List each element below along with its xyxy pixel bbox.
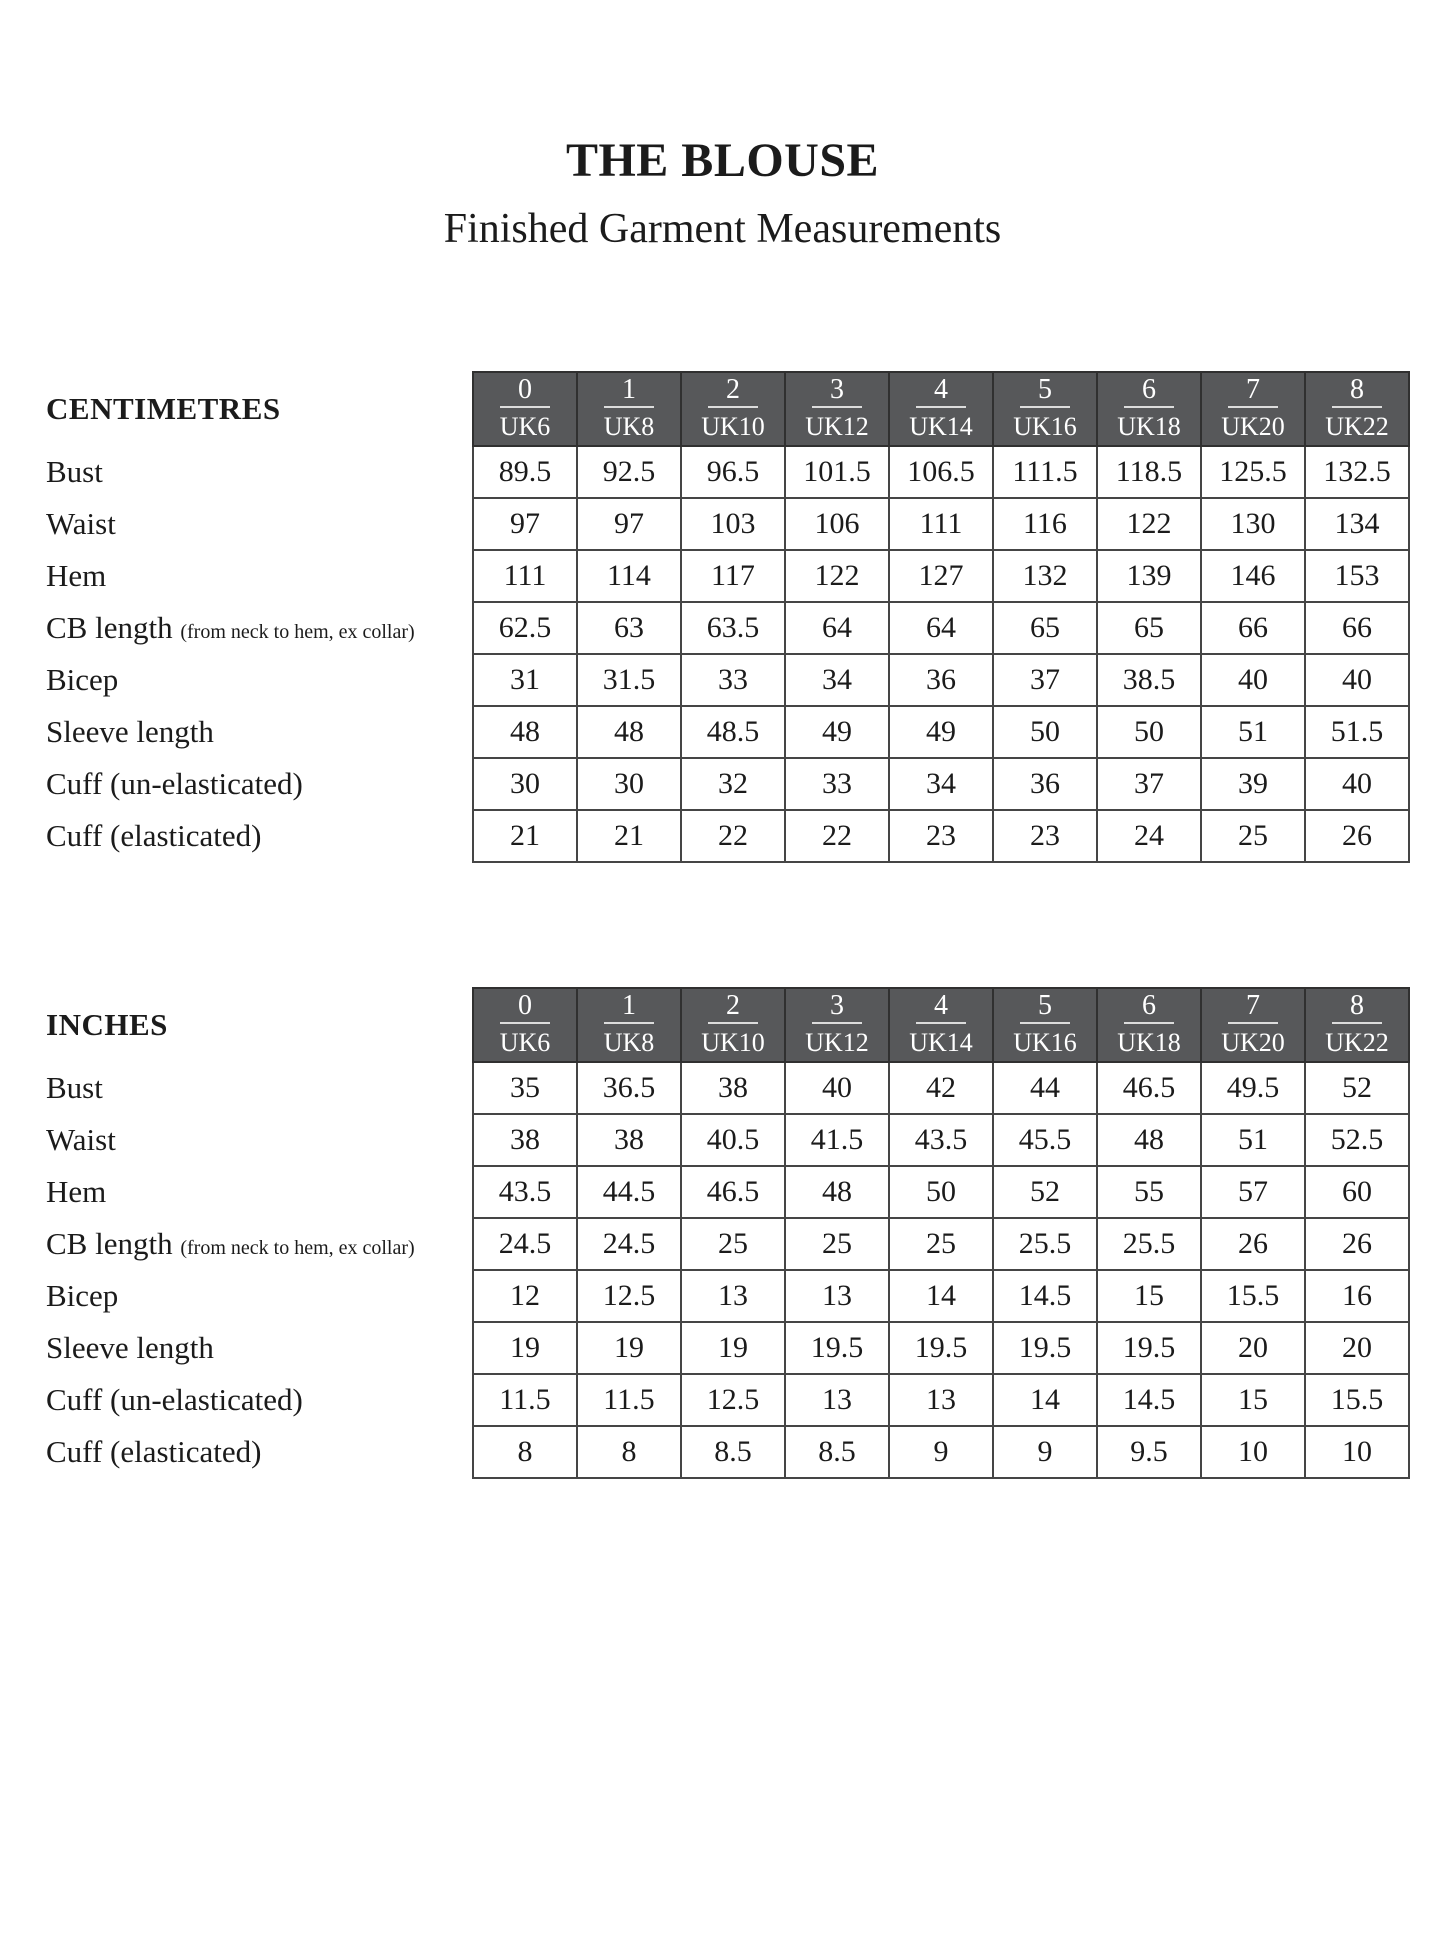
uk-size-label: UK6 bbox=[499, 412, 551, 442]
measurement-value: 13 bbox=[785, 1270, 889, 1322]
measurement-value: 23 bbox=[889, 810, 993, 862]
measurement-label: Bust bbox=[40, 1062, 473, 1114]
measurement-value: 46.5 bbox=[1097, 1062, 1201, 1114]
measurement-row bbox=[40, 1270, 1409, 1322]
measurement-value: 106.5 bbox=[889, 446, 993, 498]
size-number: 0 bbox=[500, 375, 550, 409]
measurement-value: 45.5 bbox=[993, 1114, 1097, 1166]
measurement-value: 48 bbox=[785, 1166, 889, 1218]
unit-label: INCHES bbox=[40, 988, 473, 1062]
measurement-row bbox=[40, 1374, 1409, 1426]
page-title: THE BLOUSE bbox=[565, 134, 880, 187]
measurement-value: 35 bbox=[473, 1062, 577, 1114]
measurement-label: CB length (from neck to hem, ex collar) bbox=[40, 1218, 473, 1270]
uk-size-label: UK16 bbox=[1013, 1028, 1077, 1058]
measurement-value: 25 bbox=[1201, 810, 1305, 862]
measurement-value: 20 bbox=[1201, 1322, 1305, 1374]
measurement-value: 50 bbox=[889, 1166, 993, 1218]
measurement-value: 111 bbox=[473, 550, 577, 602]
size-column-header bbox=[1097, 988, 1201, 1062]
measurement-value: 25.5 bbox=[993, 1218, 1097, 1270]
measurement-value: 19 bbox=[681, 1322, 785, 1374]
size-column-header bbox=[577, 988, 681, 1062]
measurement-value: 39 bbox=[1201, 758, 1305, 810]
size-column-header bbox=[577, 372, 681, 446]
measurement-row bbox=[40, 810, 1409, 862]
measurement-value: 31 bbox=[473, 654, 577, 706]
measurement-value: 103 bbox=[681, 498, 785, 550]
measurement-label: Bicep bbox=[40, 1270, 473, 1322]
measurement-value: 25 bbox=[681, 1218, 785, 1270]
measurement-value: 40 bbox=[1305, 758, 1409, 810]
measurement-value: 130 bbox=[1201, 498, 1305, 550]
measurement-value: 34 bbox=[889, 758, 993, 810]
measurement-value: 24.5 bbox=[577, 1218, 681, 1270]
uk-size-label: UK16 bbox=[1013, 412, 1077, 442]
uk-size-label: UK8 bbox=[603, 412, 655, 442]
measurement-value: 8.5 bbox=[785, 1426, 889, 1478]
measurement-value: 122 bbox=[785, 550, 889, 602]
measurement-value: 65 bbox=[1097, 602, 1201, 654]
measurement-value: 33 bbox=[785, 758, 889, 810]
measurement-row bbox=[40, 602, 1409, 654]
measurement-value: 13 bbox=[889, 1374, 993, 1426]
uk-size-label: UK22 bbox=[1325, 1028, 1389, 1058]
measurement-value: 24.5 bbox=[473, 1218, 577, 1270]
measurement-value: 62.5 bbox=[473, 602, 577, 654]
measurement-label: Waist bbox=[40, 1114, 473, 1166]
measurement-value: 10 bbox=[1305, 1426, 1409, 1478]
size-column-header bbox=[681, 372, 785, 446]
measurement-value: 51.5 bbox=[1305, 706, 1409, 758]
measurement-label: Bicep bbox=[40, 654, 473, 706]
size-number: 4 bbox=[916, 375, 966, 409]
measurement-value: 50 bbox=[993, 706, 1097, 758]
measurement-value: 97 bbox=[577, 498, 681, 550]
size-column-header bbox=[1201, 372, 1305, 446]
measurement-label: Cuff (elasticated) bbox=[40, 1426, 473, 1478]
size-column-header bbox=[473, 988, 577, 1062]
measurement-value: 106 bbox=[785, 498, 889, 550]
measurement-row bbox=[40, 550, 1409, 602]
uk-size-label: UK8 bbox=[603, 1028, 655, 1058]
measurement-row bbox=[40, 706, 1409, 758]
measurement-value: 97 bbox=[473, 498, 577, 550]
measurement-value: 127 bbox=[889, 550, 993, 602]
measurement-value: 9.5 bbox=[1097, 1426, 1201, 1478]
measurement-value: 34 bbox=[785, 654, 889, 706]
measurement-row bbox=[40, 1322, 1409, 1374]
measurement-value: 48.5 bbox=[681, 706, 785, 758]
measurement-value: 19.5 bbox=[889, 1322, 993, 1374]
measurement-value: 30 bbox=[473, 758, 577, 810]
measurement-row bbox=[40, 498, 1409, 550]
measurement-value: 32 bbox=[681, 758, 785, 810]
size-table bbox=[40, 371, 1410, 863]
measurement-value: 43.5 bbox=[889, 1114, 993, 1166]
measurement-label: Sleeve length bbox=[40, 1322, 473, 1374]
measurement-value: 44.5 bbox=[577, 1166, 681, 1218]
size-column-header bbox=[1305, 372, 1409, 446]
measurement-value: 125.5 bbox=[1201, 446, 1305, 498]
measurement-value: 31.5 bbox=[577, 654, 681, 706]
measurement-value: 40 bbox=[1201, 654, 1305, 706]
measurement-value: 50 bbox=[1097, 706, 1201, 758]
size-column-header bbox=[785, 988, 889, 1062]
size-column-header bbox=[889, 372, 993, 446]
measurement-value: 13 bbox=[681, 1270, 785, 1322]
measurement-value: 63.5 bbox=[681, 602, 785, 654]
measurement-value: 101.5 bbox=[785, 446, 889, 498]
measurement-value: 96.5 bbox=[681, 446, 785, 498]
centimetres-table-section bbox=[0, 371, 1445, 863]
measurement-value: 146 bbox=[1201, 550, 1305, 602]
measurement-value: 111 bbox=[889, 498, 993, 550]
size-number: 3 bbox=[812, 375, 862, 409]
measurement-value: 122 bbox=[1097, 498, 1201, 550]
measurement-value: 15 bbox=[1097, 1270, 1201, 1322]
measurement-value: 8 bbox=[473, 1426, 577, 1478]
measurement-value: 49 bbox=[889, 706, 993, 758]
measurement-value: 40 bbox=[785, 1062, 889, 1114]
measurement-label-note: (from neck to hem, ex collar) bbox=[180, 620, 415, 643]
measurement-label: Hem bbox=[40, 1166, 473, 1218]
measurement-value: 12.5 bbox=[577, 1270, 681, 1322]
size-number: 5 bbox=[1020, 375, 1070, 409]
measurement-value: 26 bbox=[1305, 810, 1409, 862]
measurement-value: 60 bbox=[1305, 1166, 1409, 1218]
unit-label: CENTIMETRES bbox=[40, 372, 473, 446]
measurement-value: 22 bbox=[681, 810, 785, 862]
measurement-label: CB length (from neck to hem, ex collar) bbox=[40, 602, 473, 654]
size-number: 6 bbox=[1124, 375, 1174, 409]
measurement-value: 134 bbox=[1305, 498, 1409, 550]
measurement-value: 66 bbox=[1305, 602, 1409, 654]
measurement-label: Cuff (un-elasticated) bbox=[40, 1374, 473, 1426]
measurement-value: 38 bbox=[577, 1114, 681, 1166]
inches-table-section bbox=[0, 987, 1445, 1479]
size-number: 6 bbox=[1124, 991, 1174, 1025]
measurement-row bbox=[40, 1218, 1409, 1270]
size-table bbox=[40, 987, 1410, 1479]
measurement-value: 23 bbox=[993, 810, 1097, 862]
measurement-value: 46.5 bbox=[681, 1166, 785, 1218]
uk-size-label: UK10 bbox=[701, 412, 765, 442]
measurement-value: 36 bbox=[889, 654, 993, 706]
size-column-header bbox=[1201, 988, 1305, 1062]
measurement-row bbox=[40, 654, 1409, 706]
size-column-header bbox=[1097, 372, 1201, 446]
size-number: 5 bbox=[1020, 991, 1070, 1025]
measurement-value: 43.5 bbox=[473, 1166, 577, 1218]
measurement-value: 30 bbox=[577, 758, 681, 810]
uk-size-label: UK20 bbox=[1221, 1028, 1285, 1058]
measurement-row bbox=[40, 1114, 1409, 1166]
measurement-value: 52.5 bbox=[1305, 1114, 1409, 1166]
measurement-value: 40.5 bbox=[681, 1114, 785, 1166]
measurement-value: 26 bbox=[1201, 1218, 1305, 1270]
measurement-value: 41.5 bbox=[785, 1114, 889, 1166]
measurement-value: 132.5 bbox=[1305, 446, 1409, 498]
measurement-value: 13 bbox=[785, 1374, 889, 1426]
measurement-value: 15.5 bbox=[1201, 1270, 1305, 1322]
uk-size-label: UK6 bbox=[499, 1028, 551, 1058]
measurement-value: 48 bbox=[1097, 1114, 1201, 1166]
uk-size-label: UK22 bbox=[1325, 412, 1389, 442]
measurement-value: 33 bbox=[681, 654, 785, 706]
size-number: 2 bbox=[708, 375, 758, 409]
measurement-value: 44 bbox=[993, 1062, 1097, 1114]
measurement-value: 36.5 bbox=[577, 1062, 681, 1114]
measurement-value: 9 bbox=[889, 1426, 993, 1478]
measurement-value: 14 bbox=[889, 1270, 993, 1322]
measurement-value: 19.5 bbox=[785, 1322, 889, 1374]
measurement-value: 8 bbox=[577, 1426, 681, 1478]
measurement-value: 16 bbox=[1305, 1270, 1409, 1322]
measurement-value: 52 bbox=[1305, 1062, 1409, 1114]
size-number: 0 bbox=[500, 991, 550, 1025]
size-number: 7 bbox=[1228, 991, 1278, 1025]
measurement-label: Cuff (elasticated) bbox=[40, 810, 473, 862]
measurement-label: Sleeve length bbox=[40, 706, 473, 758]
measurement-value: 25 bbox=[889, 1218, 993, 1270]
measurement-value: 64 bbox=[889, 602, 993, 654]
measurement-value: 48 bbox=[473, 706, 577, 758]
measurement-row bbox=[40, 758, 1409, 810]
measurement-value: 14.5 bbox=[993, 1270, 1097, 1322]
measurement-value: 118.5 bbox=[1097, 446, 1201, 498]
measurement-value: 15 bbox=[1201, 1374, 1305, 1426]
measurement-value: 57 bbox=[1201, 1166, 1305, 1218]
measurement-value: 117 bbox=[681, 550, 785, 602]
measurement-value: 65 bbox=[993, 602, 1097, 654]
size-header-row bbox=[40, 988, 1409, 1062]
uk-size-label: UK12 bbox=[805, 1028, 869, 1058]
measurement-value: 19.5 bbox=[1097, 1322, 1201, 1374]
measurement-value: 42 bbox=[889, 1062, 993, 1114]
size-column-header bbox=[1305, 988, 1409, 1062]
measurement-value: 12 bbox=[473, 1270, 577, 1322]
size-number: 4 bbox=[916, 991, 966, 1025]
measurement-value: 64 bbox=[785, 602, 889, 654]
size-number: 7 bbox=[1228, 375, 1278, 409]
measurement-label: Bust bbox=[40, 446, 473, 498]
measurement-value: 10 bbox=[1201, 1426, 1305, 1478]
uk-size-label: UK14 bbox=[909, 1028, 973, 1058]
size-header-row bbox=[40, 372, 1409, 446]
measurement-value: 116 bbox=[993, 498, 1097, 550]
measurement-value: 11.5 bbox=[577, 1374, 681, 1426]
size-number: 8 bbox=[1332, 375, 1382, 409]
measurement-value: 114 bbox=[577, 550, 681, 602]
size-number: 8 bbox=[1332, 991, 1382, 1025]
measurement-value: 15.5 bbox=[1305, 1374, 1409, 1426]
size-number: 3 bbox=[812, 991, 862, 1025]
measurement-value: 49.5 bbox=[1201, 1062, 1305, 1114]
measurement-value: 66 bbox=[1201, 602, 1305, 654]
uk-size-label: UK10 bbox=[701, 1028, 765, 1058]
measurement-value: 24 bbox=[1097, 810, 1201, 862]
measurement-value: 25 bbox=[785, 1218, 889, 1270]
uk-size-label: UK18 bbox=[1117, 412, 1181, 442]
measurement-value: 22 bbox=[785, 810, 889, 862]
measurement-row bbox=[40, 446, 1409, 498]
measurement-label: Cuff (un-elasticated) bbox=[40, 758, 473, 810]
measurement-label: Waist bbox=[40, 498, 473, 550]
measurement-row bbox=[40, 1062, 1409, 1114]
measurement-value: 132 bbox=[993, 550, 1097, 602]
measurement-value: 49 bbox=[785, 706, 889, 758]
size-column-header bbox=[993, 988, 1097, 1062]
measurement-value: 37 bbox=[1097, 758, 1201, 810]
measurement-value: 40 bbox=[1305, 654, 1409, 706]
size-number: 2 bbox=[708, 991, 758, 1025]
measurement-value: 8.5 bbox=[681, 1426, 785, 1478]
measurement-value: 25.5 bbox=[1097, 1218, 1201, 1270]
measurement-value: 63 bbox=[577, 602, 681, 654]
measurement-value: 19 bbox=[577, 1322, 681, 1374]
measurement-row bbox=[40, 1166, 1409, 1218]
size-column-header bbox=[473, 372, 577, 446]
measurement-value: 12.5 bbox=[681, 1374, 785, 1426]
measurement-label: Hem bbox=[40, 550, 473, 602]
measurement-value: 52 bbox=[993, 1166, 1097, 1218]
measurement-value: 19 bbox=[473, 1322, 577, 1374]
measurement-value: 111.5 bbox=[993, 446, 1097, 498]
measurement-value: 14.5 bbox=[1097, 1374, 1201, 1426]
measurement-value: 38.5 bbox=[1097, 654, 1201, 706]
measurement-value: 92.5 bbox=[577, 446, 681, 498]
measurement-row bbox=[40, 1426, 1409, 1478]
size-column-header bbox=[889, 988, 993, 1062]
size-number: 1 bbox=[604, 991, 654, 1025]
uk-size-label: UK20 bbox=[1221, 412, 1285, 442]
measurement-value: 21 bbox=[577, 810, 681, 862]
measurement-value: 14 bbox=[993, 1374, 1097, 1426]
measurement-value: 89.5 bbox=[473, 446, 577, 498]
uk-size-label: UK12 bbox=[805, 412, 869, 442]
size-number: 1 bbox=[604, 375, 654, 409]
size-column-header bbox=[993, 372, 1097, 446]
measurement-value: 19.5 bbox=[993, 1322, 1097, 1374]
measurement-value: 48 bbox=[577, 706, 681, 758]
measurement-value: 51 bbox=[1201, 1114, 1305, 1166]
size-column-header bbox=[785, 372, 889, 446]
measurement-value: 36 bbox=[993, 758, 1097, 810]
measurement-value: 153 bbox=[1305, 550, 1409, 602]
measurement-label-note: (from neck to hem, ex collar) bbox=[180, 1236, 415, 1259]
measurement-value: 51 bbox=[1201, 706, 1305, 758]
measurement-value: 26 bbox=[1305, 1218, 1409, 1270]
measurement-value: 20 bbox=[1305, 1322, 1409, 1374]
measurement-value: 38 bbox=[473, 1114, 577, 1166]
size-column-header bbox=[681, 988, 785, 1062]
uk-size-label: UK14 bbox=[909, 412, 973, 442]
measurement-value: 9 bbox=[993, 1426, 1097, 1478]
measurement-value: 139 bbox=[1097, 550, 1201, 602]
page-subtitle: Finished Garment Measurements bbox=[443, 206, 1002, 253]
uk-size-label: UK18 bbox=[1117, 1028, 1181, 1058]
measurement-value: 11.5 bbox=[473, 1374, 577, 1426]
measurement-value: 38 bbox=[681, 1062, 785, 1114]
measurement-value: 37 bbox=[993, 654, 1097, 706]
measurement-value: 21 bbox=[473, 810, 577, 862]
measurement-value: 55 bbox=[1097, 1166, 1201, 1218]
